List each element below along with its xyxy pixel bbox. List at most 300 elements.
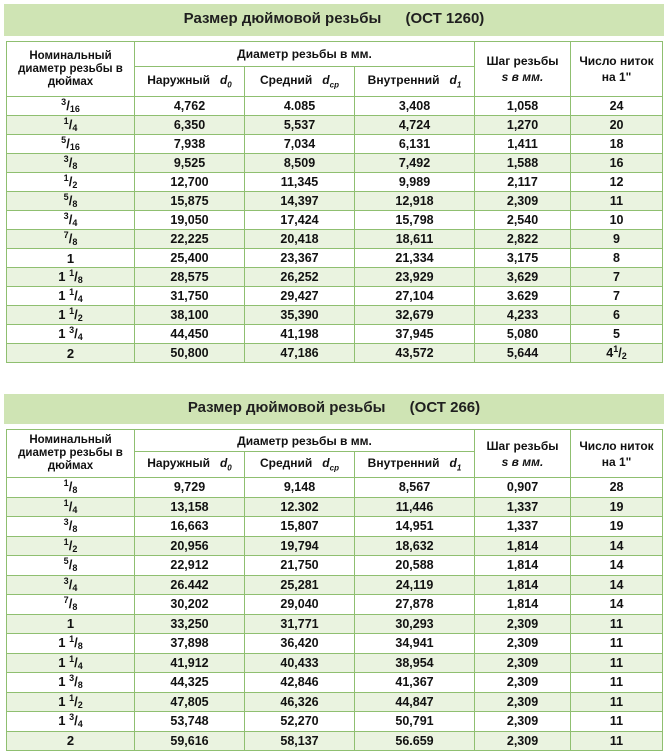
cell-nominal: $^1/_2$: [7, 173, 135, 192]
nominal-numerator: 5: [63, 192, 69, 202]
cell-nominal: 1 $^1/_4$: [7, 653, 135, 673]
threads-value: 20: [609, 117, 624, 132]
nominal-denominator: 4: [77, 332, 83, 342]
cell-mid: 52,270: [245, 712, 355, 732]
cell-inner: 21,334: [355, 249, 475, 268]
table-row: [7, 478, 663, 498]
nominal-numerator: 1: [69, 653, 75, 664]
nominal-denominator: 8: [72, 199, 78, 209]
cell-threads: [571, 692, 663, 712]
cell-mid: 46,326: [245, 692, 355, 712]
threads-numerator: 1: [613, 344, 619, 354]
nominal-whole: 1: [66, 616, 75, 632]
table-body: [7, 478, 663, 751]
table-row: [7, 268, 663, 287]
cell-inner: 3,408: [355, 97, 475, 116]
table-row: [7, 634, 663, 654]
nominal-denominator: 4: [72, 582, 78, 593]
threads-value: 18: [609, 136, 624, 151]
cell-outer: 25,400: [135, 249, 245, 268]
cell-pitch: 1,814: [475, 536, 571, 556]
nominal-denominator: 4: [72, 218, 78, 228]
cell-nominal: $^3/_4$: [7, 575, 135, 595]
cell-inner: 41,367: [355, 673, 475, 693]
nominal-whole: 1: [58, 269, 70, 284]
cell-nominal: $^1/_4$: [7, 497, 135, 517]
threads-value: 14: [609, 558, 624, 572]
nominal-denominator: 4: [77, 294, 83, 304]
cell-inner: 18,632: [355, 536, 475, 556]
cell-threads: [571, 731, 663, 751]
nominal-numerator: 7: [63, 230, 69, 240]
nominal-numerator: 7: [63, 595, 69, 606]
table-row: [7, 344, 663, 363]
nominal-numerator: 1: [69, 268, 75, 278]
cell-threads: [571, 517, 663, 537]
threads-value: 11: [609, 616, 624, 631]
nominal-whole: 1: [58, 674, 70, 690]
cell-pitch: 2,309: [475, 731, 571, 751]
cell-nominal: [7, 731, 135, 751]
cell-inner: 56.659: [355, 731, 475, 751]
cell-nominal: 1 $^3/_4$: [7, 325, 135, 344]
nominal-denominator: 8: [77, 641, 83, 652]
cell-mid: 9,148: [245, 478, 355, 498]
threads-value: 5: [613, 326, 620, 341]
header-inner: Внутренний $d_1$: [355, 67, 475, 97]
cell-pitch: 1,337: [475, 517, 571, 537]
nominal-numerator: 3: [69, 712, 75, 723]
cell-threads: [571, 478, 663, 498]
cell-mid: 31,771: [245, 614, 355, 634]
cell-pitch: 3,175: [475, 249, 571, 268]
cell-pitch: 2,540: [475, 211, 571, 230]
threads-value: 14: [609, 538, 624, 553]
table-row: [7, 325, 663, 344]
cell-nominal: $^3/_{16}$: [7, 97, 135, 116]
table-row: [7, 614, 663, 634]
cell-outer: 44,450: [135, 325, 245, 344]
cell-threads: [571, 497, 663, 517]
cell-inner: 32,679: [355, 306, 475, 325]
cell-outer: 7,938: [135, 135, 245, 154]
cell-inner: 4,724: [355, 116, 475, 135]
cell-inner: 15,798: [355, 211, 475, 230]
threads-value: 11: [609, 733, 624, 748]
cell-inner: 9,989: [355, 173, 475, 192]
cell-inner: 44,847: [355, 692, 475, 712]
cell-threads: [571, 306, 663, 325]
nominal-numerator: 3: [69, 325, 75, 335]
nominal-denominator: 2: [72, 180, 78, 190]
cell-nominal: $^5/_8$: [7, 556, 135, 576]
threads-value: 8: [613, 250, 620, 265]
nominal-numerator: 3: [69, 673, 75, 684]
cell-inner: 20,588: [355, 556, 475, 576]
cell-mid: 35,390: [245, 306, 355, 325]
nominal-denominator: 8: [72, 161, 78, 171]
cell-outer: 47,805: [135, 692, 245, 712]
cell-outer: 38,100: [135, 306, 245, 325]
nominal-whole: 1: [58, 288, 70, 303]
threads-value: 11: [609, 714, 624, 728]
cell-nominal: $^5/_{16}$: [7, 135, 135, 154]
nominal-denominator: 16: [69, 104, 80, 114]
cell-mid: 47,186: [245, 344, 355, 363]
cell-threads: $4^1/_2$: [571, 344, 663, 363]
table-row: [7, 536, 663, 556]
cell-outer: 16,663: [135, 517, 245, 537]
cell-threads: [571, 249, 663, 268]
cell-outer: 41,912: [135, 653, 245, 673]
cell-inner: 24,119: [355, 575, 475, 595]
header-pitch: [475, 430, 571, 478]
cell-outer: 30,202: [135, 595, 245, 615]
cell-inner: 14,951: [355, 517, 475, 537]
threads-value: 28: [609, 480, 624, 494]
threads-value: 19: [609, 519, 624, 533]
threads-value: 14: [609, 597, 624, 611]
cell-inner: 27,104: [355, 287, 475, 306]
cell-mid: 29,427: [245, 287, 355, 306]
cell-mid: 26,252: [245, 268, 355, 287]
cell-nominal: 1 $^1/_8$: [7, 268, 135, 287]
threads-value: 11: [609, 675, 624, 689]
cell-threads: [571, 536, 663, 556]
cell-threads: [571, 211, 663, 230]
nominal-denominator: 8: [72, 563, 78, 574]
cell-outer: 22,912: [135, 556, 245, 576]
cell-mid: 14,397: [245, 192, 355, 211]
table-row: [7, 673, 663, 693]
table-row: [7, 595, 663, 615]
cell-outer: 31,750: [135, 287, 245, 306]
cell-pitch: 1,814: [475, 575, 571, 595]
cell-threads: [571, 325, 663, 344]
nominal-numerator: 1: [69, 306, 75, 316]
nominal-numerator: 1: [63, 478, 69, 489]
cell-mid: 42,846: [245, 673, 355, 693]
cell-threads: [571, 97, 663, 116]
cell-pitch: 2,309: [475, 192, 571, 211]
nominal-numerator: 1: [69, 692, 75, 703]
nominal-whole: 1: [58, 635, 70, 651]
cell-inner: 34,941: [355, 634, 475, 654]
nominal-numerator: 3: [63, 154, 69, 164]
nominal-denominator: 8: [72, 485, 78, 496]
cell-pitch: 1,588: [475, 154, 571, 173]
nominal-whole: 1: [58, 693, 70, 709]
cell-nominal: $^3/_4$: [7, 211, 135, 230]
header-nominal: Номинальный диаметр резьбы в дюймах: [7, 42, 135, 97]
nominal-whole: 2: [66, 733, 75, 749]
cell-nominal: $^5/_8$: [7, 192, 135, 211]
cell-mid: 23,367: [245, 249, 355, 268]
nominal-denominator: 8: [72, 602, 78, 613]
cell-inner: 38,954: [355, 653, 475, 673]
threads-denominator: 2: [621, 351, 627, 361]
cell-nominal: [7, 249, 135, 268]
cell-threads: [571, 268, 663, 287]
cell-inner: 7,492: [355, 154, 475, 173]
nominal-numerator: 1: [63, 116, 69, 126]
cell-outer: 20,956: [135, 536, 245, 556]
cell-mid: 20,418: [245, 230, 355, 249]
cell-inner: 30,293: [355, 614, 475, 634]
cell-pitch: 2,309: [475, 653, 571, 673]
cell-mid: 19,794: [245, 536, 355, 556]
cell-mid: 4.085: [245, 97, 355, 116]
cell-nominal: 1 $^1/_2$: [7, 692, 135, 712]
cell-nominal: $^3/_8$: [7, 154, 135, 173]
cell-threads: [571, 712, 663, 732]
cell-inner: 8,567: [355, 478, 475, 498]
cell-inner: 50,791: [355, 712, 475, 732]
threads-value: 7: [613, 269, 620, 284]
nominal-denominator: 4: [72, 123, 78, 133]
table-row: [7, 154, 663, 173]
cell-threads: [571, 595, 663, 615]
table-row: [7, 712, 663, 732]
table-row: [7, 97, 663, 116]
nominal-numerator: 5: [63, 556, 69, 567]
cell-inner: 12,918: [355, 192, 475, 211]
cell-mid: 41,198: [245, 325, 355, 344]
cell-pitch: 1,270: [475, 116, 571, 135]
table-row: [7, 653, 663, 673]
cell-pitch: 1,411: [475, 135, 571, 154]
cell-pitch: 0,907: [475, 478, 571, 498]
cell-outer: 15,875: [135, 192, 245, 211]
nominal-numerator: 1: [63, 497, 69, 508]
cell-mid: 17,424: [245, 211, 355, 230]
cell-mid: 58,137: [245, 731, 355, 751]
cell-nominal: 1 $^3/_4$: [7, 712, 135, 732]
title-standard: (ОСТ 266): [409, 399, 481, 416]
cell-outer: 9,525: [135, 154, 245, 173]
nominal-denominator: 16: [69, 142, 80, 152]
threads-value: 12: [609, 174, 624, 189]
cell-outer: 9,729: [135, 478, 245, 498]
title-text: Размер дюймовой резьбы: [183, 10, 382, 27]
threads-value: 19: [609, 499, 624, 514]
thread-table-ost-1260: [4, 4, 664, 363]
cell-inner: 6,131: [355, 135, 475, 154]
cell-mid: 36,420: [245, 634, 355, 654]
table-row: [7, 692, 663, 712]
nominal-whole: 1: [58, 307, 70, 322]
nominal-numerator: 1: [63, 536, 69, 547]
nominal-numerator: 5: [61, 135, 67, 145]
cell-outer: 37,898: [135, 634, 245, 654]
cell-nominal: 1 $^1/_8$: [7, 634, 135, 654]
nominal-whole: 1: [58, 326, 70, 341]
table-row: [7, 287, 663, 306]
table-row: [7, 306, 663, 325]
cell-inner: 37,945: [355, 325, 475, 344]
cell-outer: 28,575: [135, 268, 245, 287]
cell-threads: [571, 135, 663, 154]
table-grid: [6, 41, 663, 363]
cell-pitch: 2,309: [475, 673, 571, 693]
header-threads: Число ниток на 1": [571, 430, 663, 478]
table-row: [7, 249, 663, 268]
nominal-numerator: 3: [61, 97, 67, 107]
cell-mid: 15,807: [245, 517, 355, 537]
cell-threads: [571, 230, 663, 249]
cell-nominal: 1 $^1/_2$: [7, 306, 135, 325]
cell-pitch: 2,309: [475, 634, 571, 654]
cell-threads: [571, 614, 663, 634]
cell-threads: [571, 154, 663, 173]
cell-nominal: $^7/_8$: [7, 230, 135, 249]
cell-pitch: 2,309: [475, 614, 571, 634]
nominal-denominator: 8: [77, 275, 83, 285]
table-body: [7, 97, 663, 363]
table-row: [7, 497, 663, 517]
cell-outer: 50,800: [135, 344, 245, 363]
cell-threads: [571, 575, 663, 595]
cell-mid: 7,034: [245, 135, 355, 154]
header-pitch-label: Шаг резьбы: [486, 54, 559, 68]
cell-nominal: [7, 614, 135, 634]
threads-value: 7: [613, 288, 620, 303]
cell-mid: 8,509: [245, 154, 355, 173]
cell-pitch: 5,644: [475, 344, 571, 363]
nominal-whole: 2: [66, 345, 75, 361]
nominal-whole: 1: [58, 713, 70, 729]
nominal-whole: 1: [66, 250, 75, 266]
cell-outer: 19,050: [135, 211, 245, 230]
cell-nominal: [7, 344, 135, 363]
cell-mid: 25,281: [245, 575, 355, 595]
threads-value: 4: [606, 346, 614, 360]
cell-outer: 12,700: [135, 173, 245, 192]
title-standard: (ОСТ 1260): [405, 10, 485, 27]
cell-mid: 21,750: [245, 556, 355, 576]
threads-value: 16: [609, 155, 624, 170]
nominal-denominator: 4: [72, 504, 78, 515]
cell-pitch: 4,233: [475, 306, 571, 325]
cell-outer: 26.442: [135, 575, 245, 595]
table-grid: [6, 429, 663, 751]
nominal-numerator: 3: [63, 575, 69, 586]
nominal-denominator: 8: [77, 680, 83, 691]
header-diameter-group: Диаметр резьбы в мм.: [135, 430, 475, 452]
nominal-denominator: 2: [77, 699, 83, 710]
nominal-denominator: 2: [77, 313, 83, 323]
nominal-numerator: 1: [69, 287, 75, 297]
cell-threads: [571, 634, 663, 654]
threads-value: 24: [609, 98, 624, 113]
cell-mid: 5,537: [245, 116, 355, 135]
cell-inner: 23,929: [355, 268, 475, 287]
cell-mid: 12.302: [245, 497, 355, 517]
cell-pitch: 1,058: [475, 97, 571, 116]
cell-outer: 44,325: [135, 673, 245, 693]
cell-outer: 13,158: [135, 497, 245, 517]
cell-nominal: 1 $^1/_4$: [7, 287, 135, 306]
table-row: [7, 192, 663, 211]
table-title: [4, 394, 664, 424]
cell-inner: 18,611: [355, 230, 475, 249]
cell-nominal: 1 $^3/_8$: [7, 673, 135, 693]
cell-outer: 59,616: [135, 731, 245, 751]
table-row: [7, 556, 663, 576]
cell-threads: [571, 116, 663, 135]
table-row: [7, 135, 663, 154]
cell-inner: 43,572: [355, 344, 475, 363]
cell-pitch: 2,822: [475, 230, 571, 249]
cell-pitch: 3,629: [475, 268, 571, 287]
table-row: [7, 230, 663, 249]
threads-value: 9: [613, 231, 620, 246]
cell-pitch: 1,814: [475, 556, 571, 576]
cell-inner: 27,878: [355, 595, 475, 615]
threads-value: 14: [609, 577, 624, 592]
cell-threads: [571, 173, 663, 192]
header-threads: Число ниток на 1": [571, 42, 663, 97]
header-diameter-group: Диаметр резьбы в мм.: [135, 42, 475, 67]
nominal-numerator: 1: [63, 173, 69, 183]
nominal-denominator: 8: [72, 524, 78, 535]
cell-pitch: 1,814: [475, 595, 571, 615]
cell-outer: 6,350: [135, 116, 245, 135]
table-row: [7, 517, 663, 537]
cell-inner: 11,446: [355, 497, 475, 517]
threads-value: 6: [613, 307, 620, 322]
threads-value: 11: [609, 694, 624, 709]
cell-nominal: $^3/_8$: [7, 517, 135, 537]
header-mid: Средний $d_{cp}$: [245, 452, 355, 478]
nominal-numerator: 3: [63, 517, 69, 528]
header-pitch: [475, 42, 571, 97]
nominal-numerator: 3: [63, 211, 69, 221]
cell-threads: [571, 287, 663, 306]
cell-mid: 40,433: [245, 653, 355, 673]
cell-threads: [571, 653, 663, 673]
header-nominal: Номинальный диаметр резьбы в дюймах: [7, 430, 135, 478]
header-inner: Внутренний $d_1$: [355, 452, 475, 478]
nominal-denominator: 8: [72, 237, 78, 247]
cell-outer: 53,748: [135, 712, 245, 732]
cell-threads: [571, 192, 663, 211]
table-row: [7, 731, 663, 751]
threads-value: 10: [609, 212, 624, 227]
cell-mid: 11,345: [245, 173, 355, 192]
table-row: [7, 575, 663, 595]
table-title: [4, 4, 664, 36]
table-row: [7, 116, 663, 135]
title-text: Размер дюймовой резьбы: [187, 399, 386, 416]
thread-table-ost-266: [4, 394, 664, 751]
header-pitch-unit: s в мм.: [501, 70, 544, 84]
nominal-denominator: 4: [77, 660, 83, 671]
cell-nominal: $^1/_2$: [7, 536, 135, 556]
cell-pitch: 2,117: [475, 173, 571, 192]
cell-outer: 4,762: [135, 97, 245, 116]
nominal-denominator: 2: [72, 543, 78, 554]
header-outer: Наружный $d_0$: [135, 67, 245, 97]
cell-nominal: $^1/_8$: [7, 478, 135, 498]
threads-value: 11: [609, 193, 624, 208]
cell-pitch: 2,309: [475, 692, 571, 712]
cell-nominal: $^1/_4$: [7, 116, 135, 135]
cell-nominal: $^7/_8$: [7, 595, 135, 615]
cell-threads: [571, 673, 663, 693]
cell-outer: 33,250: [135, 614, 245, 634]
threads-value: 11: [609, 655, 624, 670]
